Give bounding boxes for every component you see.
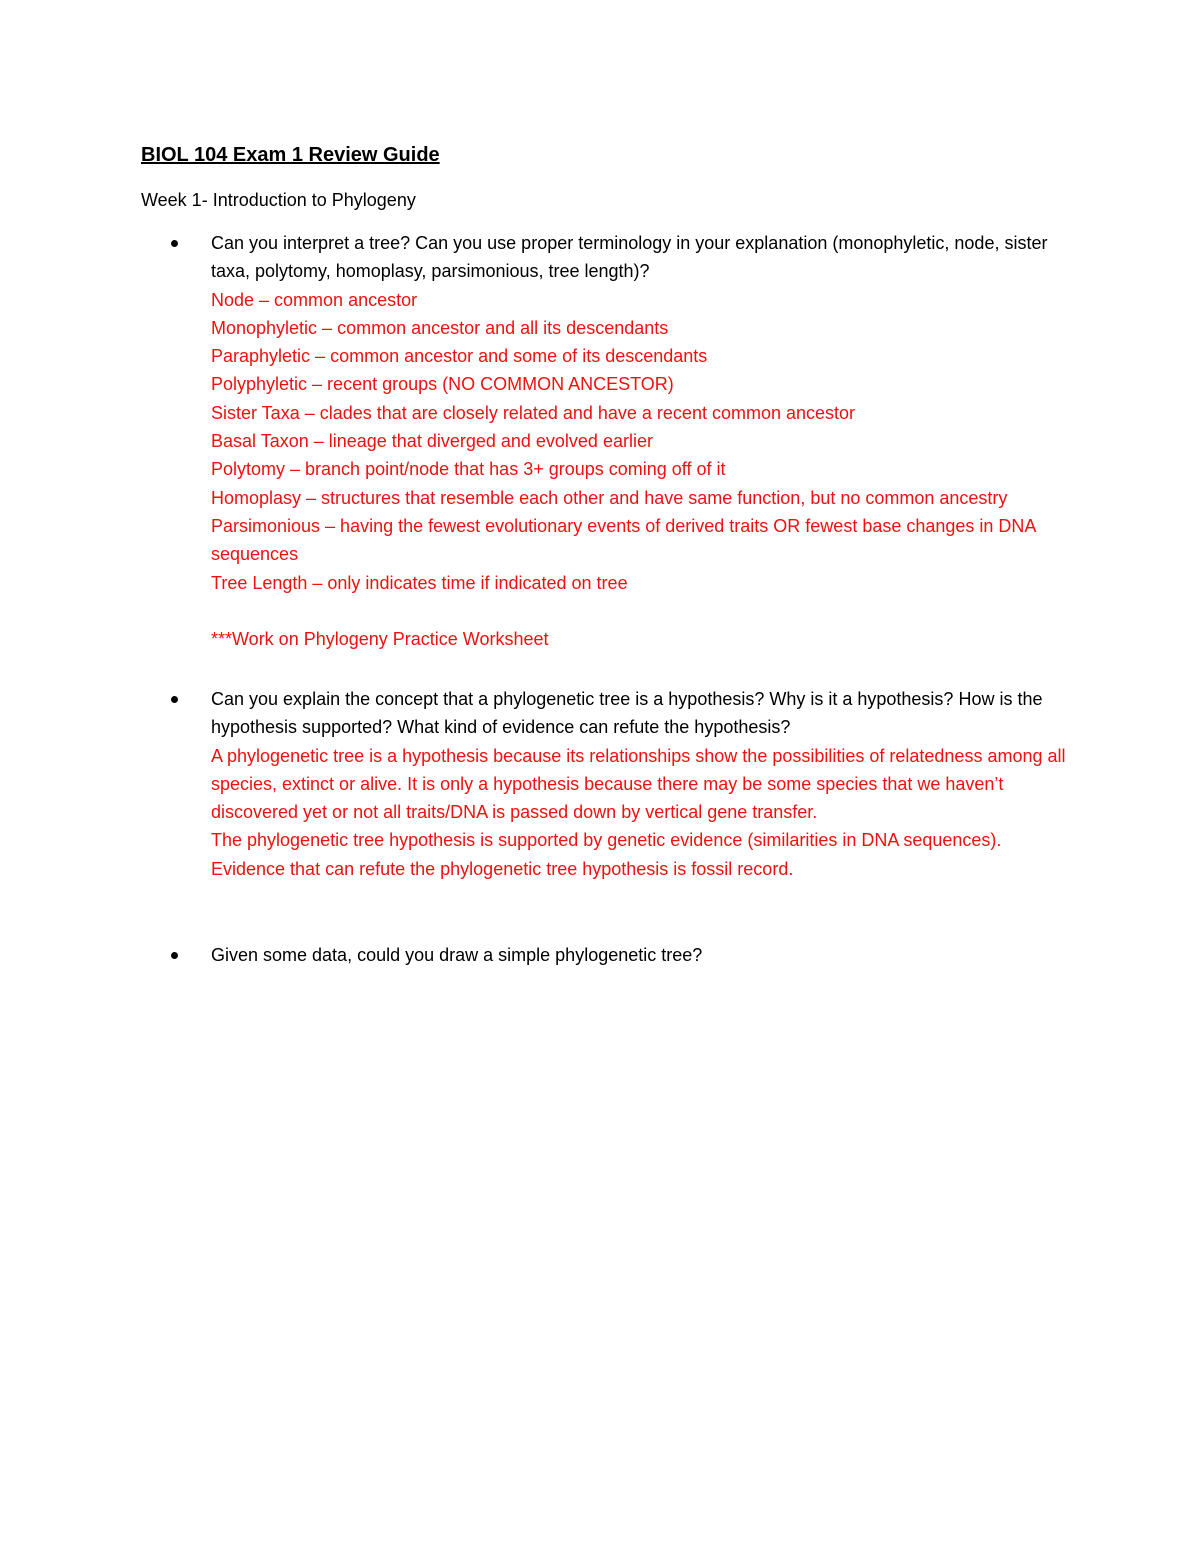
question-text: Can you explain the concept that a phylogenetic tree is a hypothesis? Why is it a hypothesis? How is the hypothesis supported? What kind of evidence can refute the hypothesis? (211, 689, 1043, 738)
answer-line: Node – common ancestor (211, 289, 418, 310)
answer-line: Tree Length – only indicates time if indicated on tree (211, 572, 628, 593)
bullet-icon (171, 952, 178, 959)
answer-line: Paraphyletic – common ancestor and some of its descendants (211, 346, 708, 367)
answer-line: Evidence that can refute the phylogenetic tree hypothesis is fossil record. (211, 858, 794, 879)
answer-line: The phylogenetic tree hypothesis is supported by genetic evidence (similarities in DNA sequences). (211, 830, 1002, 851)
answer-line: A phylogenetic tree is a hypothesis because its relationships show the possibilities of relatedness among all species, extinct or alive. It is only a hypothesis because there may be some species that we haven’t discovered yet or not all traits/DNA is passed down by vertical gene transfer. (211, 745, 1066, 823)
question-text: Given some data, could you draw a simple phylogenetic tree? (211, 945, 703, 965)
answer-line: Polyphyletic – recent groups (NO COMMON ANCESTOR) (211, 374, 674, 395)
bullet-item-hypothesis (211, 685, 1071, 883)
spacer (211, 597, 1071, 625)
question-text: Can you interpret a tree? Can you use proper terminology in your explanation (monophyletic, node, sister taxa, polytomy, homoplasy, parsimonious, tree length)? (211, 233, 1048, 282)
answer-line: Polytomy – branch point/node that has 3+ groups coming off of it (211, 459, 726, 480)
answer-line: Parsimonious – having the fewest evolutionary events of derived traits OR fewest base changes in DNA sequences (211, 515, 1036, 565)
answer-line: Basal Taxon – lineage that diverged and evolved earlier (211, 431, 653, 452)
answer-line: Sister Taxa – clades that are closely related and have a recent common ancestor (211, 402, 856, 423)
answer-line: Monophyletic – common ancestor and all its descendants (211, 317, 669, 338)
document-title: BIOL 104 Exam 1 Review Guide (141, 144, 440, 166)
bullet-item-terminology (211, 229, 1071, 653)
answer-line: Homoplasy – structures that resemble each other and have same function, but no common ancestry (211, 487, 1008, 508)
week-heading: Week 1- Introduction to Phylogeny (141, 190, 416, 210)
bullet-icon (171, 240, 178, 247)
worksheet-note: ***Work on Phylogeny Practice Worksheet (211, 629, 549, 650)
bullet-icon (171, 696, 178, 703)
bullet-item-draw-tree (211, 941, 1071, 969)
